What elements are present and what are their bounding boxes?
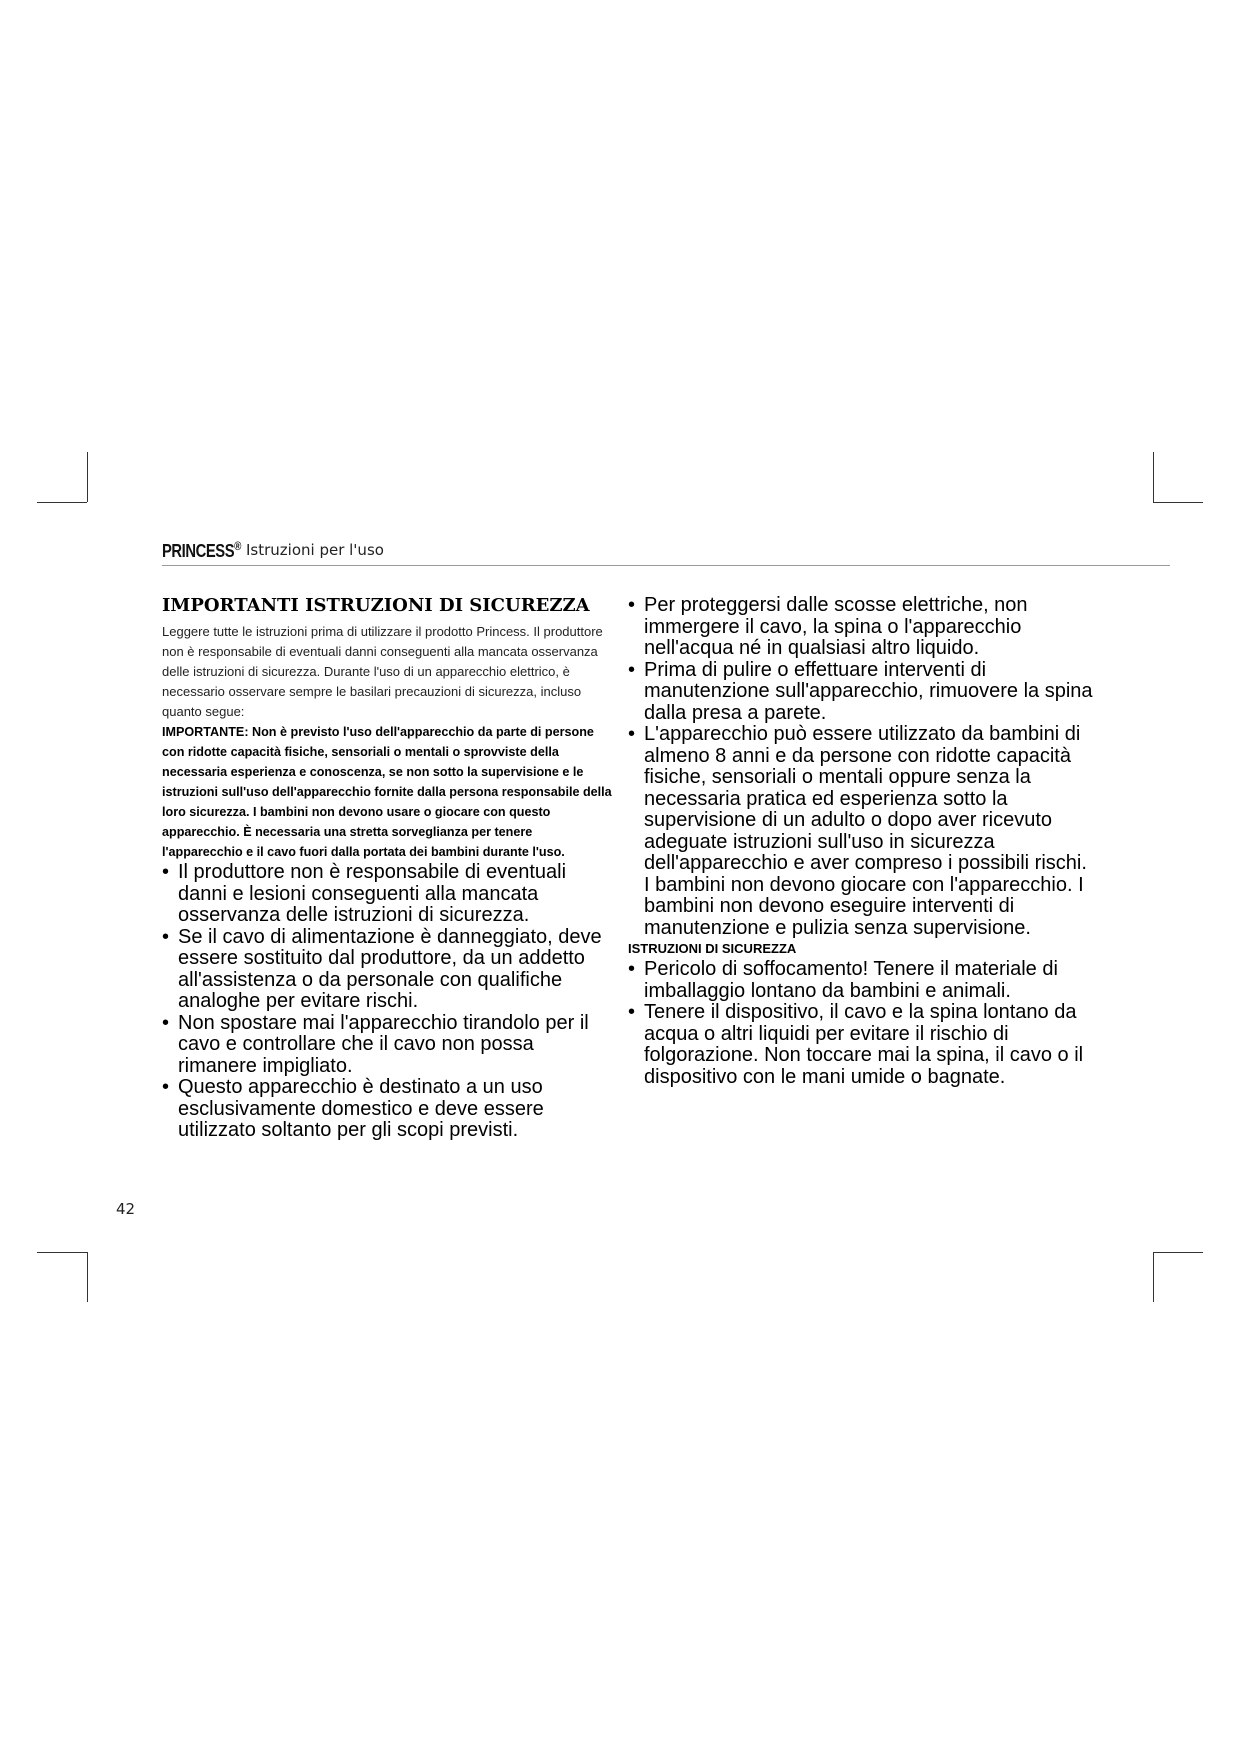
list-item: • Il produttore non è responsabile di eventuali danni e lesioni conseguenti alla mancata osservanza delle istruzioni di sicurezza. xyxy=(162,862,612,927)
list-item: • Se il cavo di alimentazione è danneggiato, deve essere sostituito dal produttore, da un addetto all'assistenza o da personale con qualifiche analoghe per evitare rischi. xyxy=(162,927,612,1013)
list-item: • Prima di pulire o effettuare interventi di manutenzione sull'apparecchio, rimuovere la spina dalla presa a parete. xyxy=(628,660,1098,725)
crop-mark-top-left-v xyxy=(87,452,88,502)
right-column xyxy=(628,595,1098,1088)
list-item: • Per proteggersi dalle scosse elettriche, non immergere il cavo, la spina o l'apparecchio nell'acqua né in qualsiasi altro liquido. xyxy=(628,595,1098,660)
crop-mark-bottom-left-v xyxy=(87,1252,88,1302)
crop-mark-top-right-v xyxy=(1153,452,1154,502)
crop-mark-top-left-h xyxy=(37,502,87,503)
section-heading: IMPORTANTI ISTRUZIONI DI SICUREZZA xyxy=(162,595,590,616)
list-item: • Non spostare mai l'apparecchio tirandolo per il cavo e controllare che il cavo non possa rimanere impigliato. xyxy=(162,1013,612,1078)
brand-registered-mark: ® xyxy=(234,539,242,553)
header-title: Istruzioni per l'uso xyxy=(246,541,384,559)
list-item: • Pericolo di soffocamento! Tenere il materiale di imballaggio lontano da bambini e animali. xyxy=(628,959,1098,1002)
brand-name: PRINCESS xyxy=(162,541,235,561)
brand-logo xyxy=(162,539,241,562)
right-bullet-list xyxy=(628,595,1098,939)
crop-mark-bottom-right-v xyxy=(1153,1252,1154,1302)
list-item: • Tenere il dispositivo, il cavo e la spina lontano da acqua o altri liquidi per evitare il rischio di folgorazione. Non toccare mai la spina, il cavo o il dispositivo con le mani umide o bagnate. xyxy=(628,1002,1098,1088)
crop-mark-bottom-right-h xyxy=(1153,1252,1203,1253)
crop-mark-bottom-left-h xyxy=(37,1252,87,1253)
page-number: 42 xyxy=(116,1200,136,1218)
intro-paragraph: Leggere tutte le istruzioni prima di utilizzare il prodotto Princess. Il produttore non è responsabile di eventuali danni conseguenti alla mancata osservanza delle istruzioni di sicurezza. Durante l'uso di un apparecchio elettrico, è necessario osservare sempre le basilari precauzioni di sicurezza, incluso quanto segue: xyxy=(162,624,603,719)
list-item: • Questo apparecchio è destinato a un uso esclusivamente domestico e deve essere utilizzato soltanto per gli scopi previsti. xyxy=(162,1077,612,1142)
list-item: • L'apparecchio può essere utilizzato da bambini di almeno 8 anni e da persone con ridotte capacità fisiche, sensoriali o mentali oppure senza la necessaria pratica ed esperienza sotto la supervisione di un adulto o dopo aver ricevuto adeguate istruzioni sull'uso in sicurezza dell'apparecchio e aver compreso i possibili rischi. I bambini non devono giocare con l'apparecchio. I bambini non devono eseguire interventi di manutenzione e pulizia senza supervisione. xyxy=(628,724,1098,939)
important-paragraph: IMPORTANTE: Non è previsto l'uso dell'apparecchio da parte di persone con ridotte capacità fisiche, sensoriali o mentali o sprovviste della necessaria esperienza e conoscenza, se non sotto la supervisione e le istruzioni sull'uso dell'apparecchio fornite dalla persona responsabile della loro sicurezza. I bambini non devono usare o giocare con questo apparecchio. È necessaria una stretta sorveglianza per tenere l'apparecchio e il cavo fuori dalla portata dei bambini durante l'uso. xyxy=(162,725,612,859)
left-bullet-list xyxy=(162,862,612,1142)
left-column xyxy=(162,595,612,1142)
right-bullet-list-2 xyxy=(628,959,1098,1088)
page-header xyxy=(162,537,1170,566)
safety-subheading: ISTRUZIONI DI SICUREZZA xyxy=(628,941,797,956)
crop-mark-top-right-h xyxy=(1153,502,1203,503)
